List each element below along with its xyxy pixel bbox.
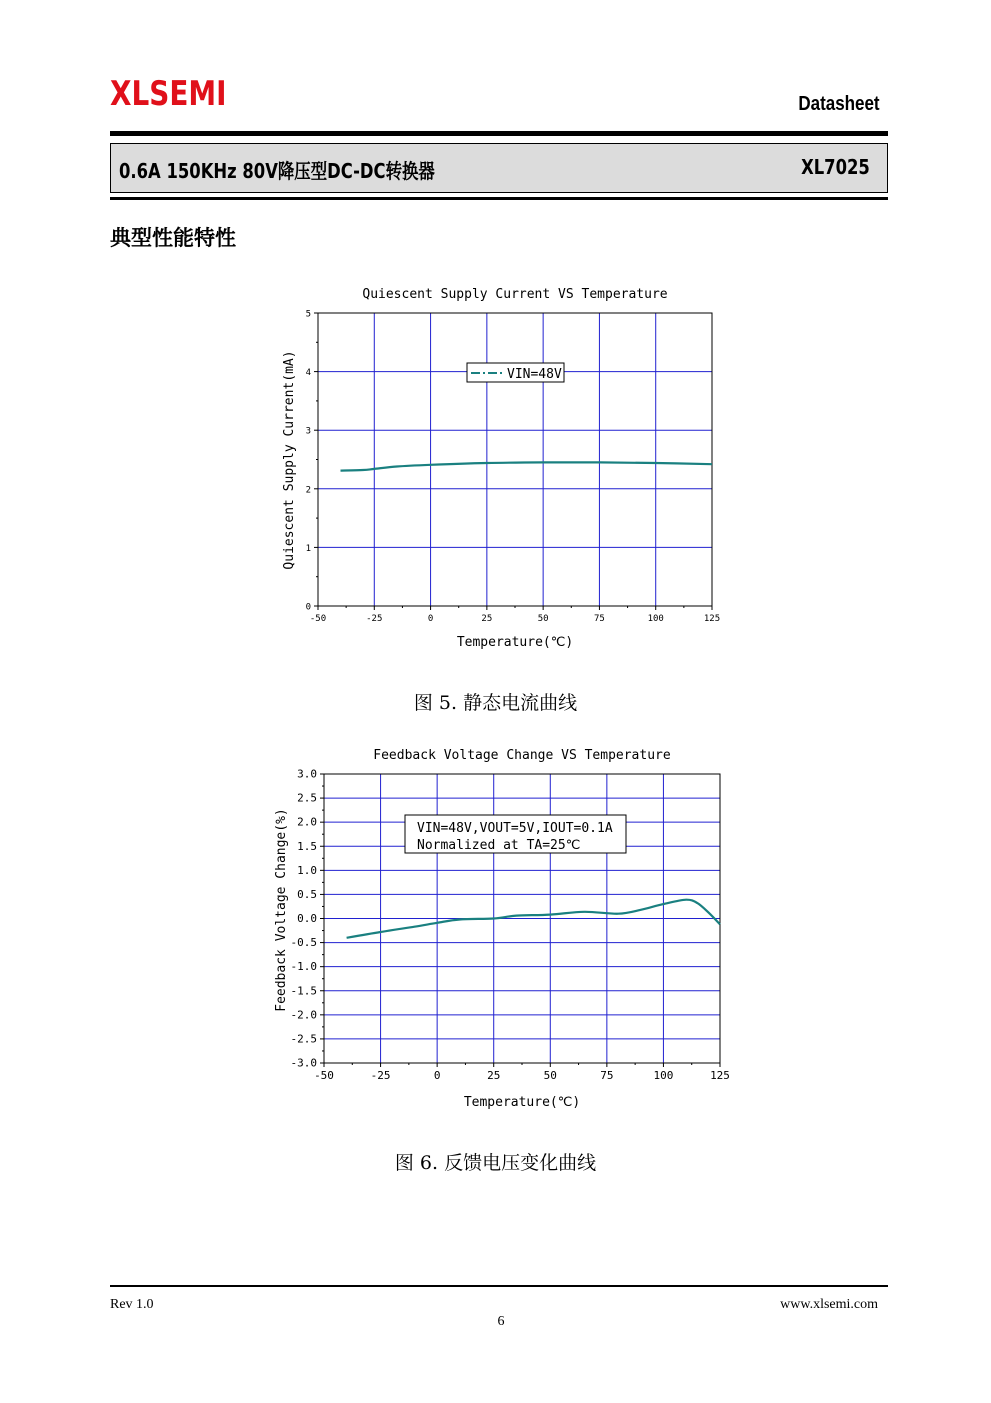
y-tick-label: 3.0 — [297, 767, 317, 781]
annotation-line-1: VIN=48V,VOUT=5V,IOUT=0.1A — [417, 821, 613, 836]
x-tick-label: -50 — [309, 614, 327, 624]
x-tick-label: -25 — [366, 614, 383, 624]
y-tick-label: 4 — [305, 368, 311, 379]
x-tick-label: 0 — [427, 614, 434, 624]
x-tick-label: -50 — [314, 1069, 334, 1082]
legend — [467, 363, 564, 382]
y-tick-label: 0.0 — [297, 912, 317, 925]
y-axis-label: Feedback Voltage Change(%) — [274, 808, 289, 1012]
x-tick-label: 25 — [481, 614, 493, 624]
y-tick-label: 3 — [305, 426, 311, 437]
revision: Rev 1.0 — [110, 1297, 154, 1312]
header-rule-top — [110, 131, 888, 136]
y-tick-label: -2.5 — [290, 1032, 317, 1046]
quiescent-current-chart — [270, 280, 740, 660]
x-tick-label: 125 — [703, 614, 721, 624]
page-number: 6 — [497, 1314, 505, 1329]
x-tick-label: 0 — [433, 1069, 441, 1082]
x-tick-label: 75 — [600, 1069, 614, 1082]
plot-frame — [318, 313, 712, 606]
x-tick-labels — [314, 1069, 730, 1082]
y-tick-label: 2.5 — [297, 791, 317, 805]
figure-caption-6: 图 6. 反馈电压变化曲线 — [394, 1152, 597, 1174]
y-tick-labels — [306, 310, 311, 613]
y-tick-label: -0.5 — [290, 936, 317, 950]
x-tick-label: 50 — [537, 614, 549, 624]
x-axis-label: Temperature(℃) — [463, 1095, 581, 1110]
brand-logo: XLSEMI — [110, 74, 227, 114]
footer-rule — [110, 1285, 888, 1287]
y-tick-label: 1.5 — [297, 839, 317, 853]
axis-ticks — [314, 313, 712, 610]
document-type: Datasheet — [798, 93, 880, 115]
feedback-voltage-chart — [264, 740, 734, 1120]
x-tick-label: 75 — [594, 614, 605, 624]
y-tick-label: -3.0 — [290, 1056, 317, 1070]
y-tick-label: 5 — [305, 309, 311, 320]
y-tick-label: 1 — [305, 543, 311, 554]
annotation-box — [405, 815, 626, 853]
y-tick-label: -1.5 — [290, 984, 317, 998]
y-tick-label: 1.0 — [297, 863, 317, 877]
x-tick-label: 25 — [487, 1069, 501, 1082]
x-tick-label: 100 — [653, 1069, 674, 1082]
annotation-line-2: Normalized at TA=25℃ — [417, 838, 581, 853]
header-rule-bottom — [110, 197, 888, 200]
chart-title: Quiescent Supply Current VS Temperature — [362, 287, 668, 302]
y-tick-label: -2.0 — [290, 1008, 317, 1022]
section-heading: 典型性能特性 — [110, 226, 236, 250]
y-tick-label: 2 — [305, 485, 311, 496]
y-tick-label: 2.0 — [297, 815, 317, 829]
y-tick-labels — [291, 768, 318, 1070]
x-tick-label: 100 — [647, 614, 664, 624]
legend-entry: VIN=48V — [507, 367, 562, 382]
part-number: XL7025 — [801, 155, 870, 179]
x-axis-label: Temperature(℃) — [456, 635, 574, 650]
chart-grid — [318, 313, 712, 606]
document-title: 0.6A 150KHz 80V降压型DC-DC转换器 — [119, 159, 435, 183]
y-tick-label: 0 — [305, 602, 311, 613]
x-tick-label: 50 — [543, 1069, 557, 1082]
x-tick-labels — [310, 614, 720, 624]
figure-caption-5: 图 5. 静态电流曲线 — [413, 692, 578, 714]
y-tick-label: 0.5 — [297, 887, 317, 901]
y-axis-label: Quiescent Supply Current(mA) — [282, 350, 297, 570]
website: www.xlsemi.com — [780, 1297, 878, 1312]
x-tick-label: -25 — [370, 1069, 391, 1082]
x-tick-label: 125 — [710, 1069, 730, 1082]
y-tick-label: -1.0 — [290, 960, 317, 974]
series-line-vin48 — [341, 462, 713, 470]
chart-title: Feedback Voltage Change VS Temperature — [373, 748, 671, 763]
